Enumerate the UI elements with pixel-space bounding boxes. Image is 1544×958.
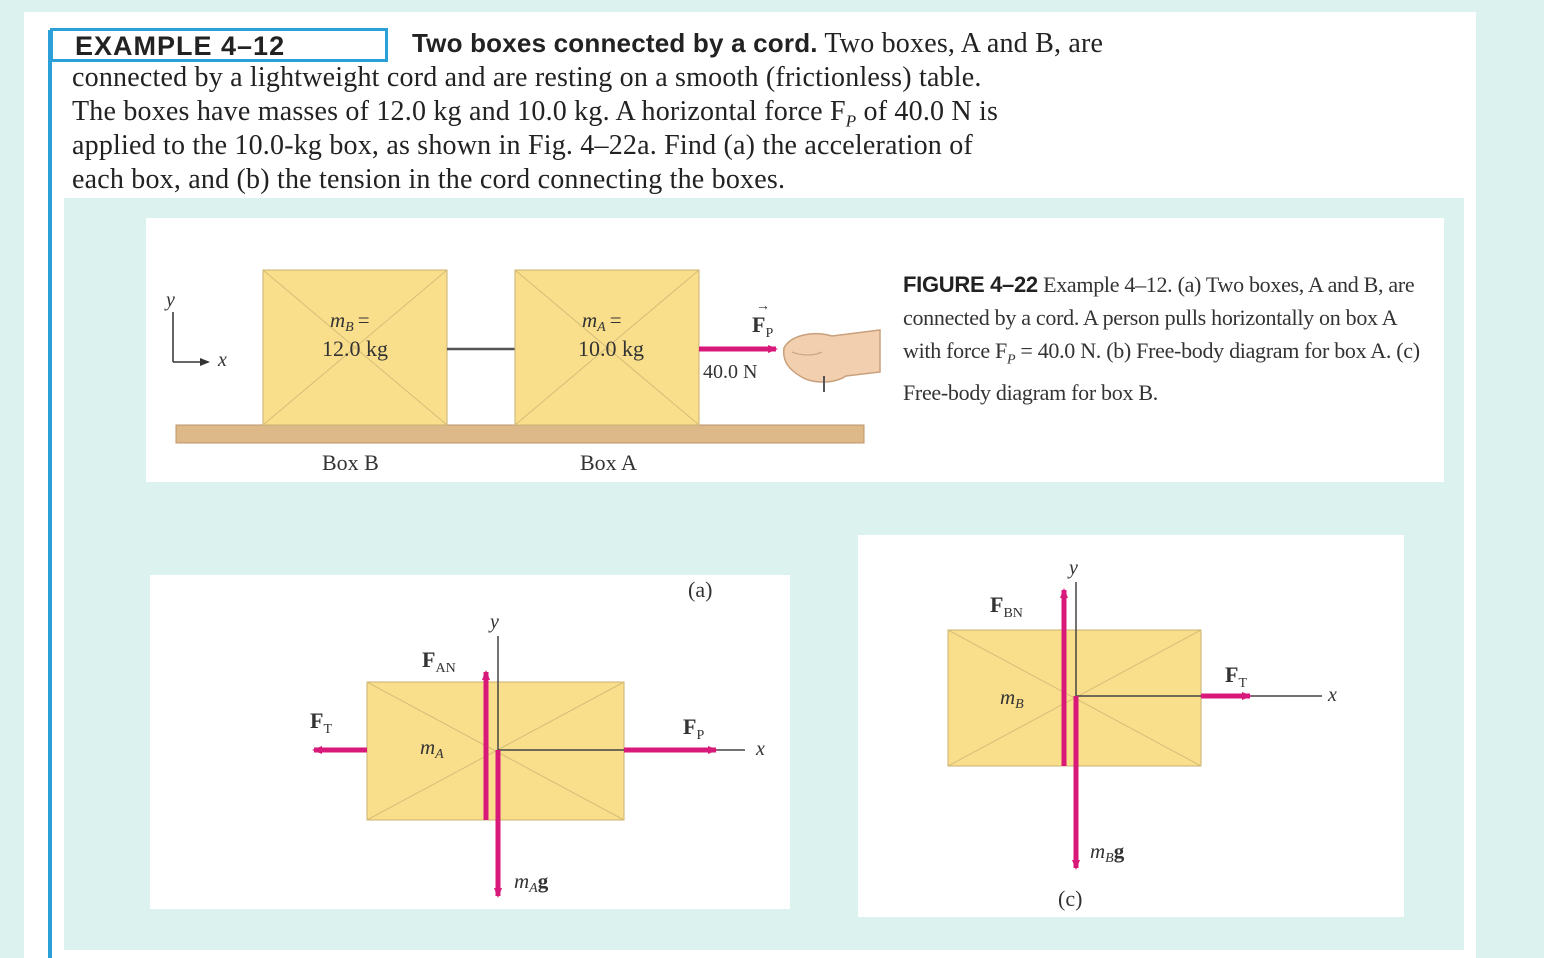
box-b-caption: Box B (322, 450, 379, 475)
example-line-4: applied to the 10.0-kg box, as shown in Fig. 4–22a. Find (a) the acceleration of (72, 130, 973, 161)
pull-force-arrow (699, 299, 776, 383)
fbd-a-mass-label: mA (420, 735, 444, 762)
box-a-mass-symbol: mA = (582, 308, 622, 335)
axis-y-label: y (166, 289, 175, 311)
fbd-a-normal-label: $F_{AN}$ (422, 647, 456, 676)
fbd-a-axis-x: x (756, 738, 765, 760)
box-a-mass-value: 10.0 kg (578, 336, 644, 361)
figure-caption-sub: P (1006, 352, 1016, 368)
svg-text:→: → (756, 299, 770, 314)
example-text-3-tail: of 40.0 N is (856, 96, 999, 127)
axis-icon (164, 289, 227, 371)
fbd-c-weight-label: mBg (1090, 839, 1125, 866)
fbd-c-panel-label: (c) (1058, 886, 1083, 911)
fbd-c-axis-y: y (1069, 557, 1078, 579)
example-title: Two boxes connected by a cord. (412, 28, 818, 58)
example-tag: EXAMPLE 4–12 (50, 28, 388, 62)
fbd-a-weight-label: mAg (514, 869, 549, 896)
box-b-mass-symbol: mB = (330, 308, 370, 335)
pull-force-value: 40.0 N (703, 361, 758, 383)
fbd-a-axis-y: y (490, 611, 499, 633)
box-b-mass-value: 12.0 kg (322, 336, 388, 361)
axis-x-label: x (218, 349, 227, 371)
example-line-2: connected by a lightweight cord and are resting on a smooth (frictionless) table. (72, 62, 982, 93)
box-b (263, 270, 447, 425)
figure-caption-tail: = 40.0 N. (b) Free-body diagram for box A. (c) Free-body diagram for box B. (903, 338, 1420, 406)
fbd-a-tension-label: $F_T$ (310, 708, 333, 737)
fbd-a-pull-label: $F_P$ (683, 714, 705, 743)
figure-caption-label: FIGURE 4–22 (903, 272, 1038, 297)
fbd-c-tension-label: $F_T$ (1225, 662, 1248, 691)
fbd-c-normal-label: $F_{BN}$ (990, 592, 1023, 621)
table-surface (176, 425, 864, 443)
figure-caption-text: Example 4–12. (a) Two boxes, A and B, are connected by a cord. A person pulls horizontally on box A with force F (903, 272, 1415, 363)
example-line-5: each box, and (b) the tension in the cord connecting the boxes. (72, 164, 786, 195)
fbd-c-axis-x: x (1328, 684, 1337, 706)
pull-force-label: $F_P$ (752, 312, 774, 341)
box-a-caption: Box A (580, 450, 637, 475)
fbd-a-panel-label: (a) (688, 577, 713, 602)
example-text-3-sub: P (845, 111, 857, 131)
example-text-1: Two boxes, A and B, are (824, 28, 1104, 59)
hand-icon (784, 330, 880, 392)
figure-caption (903, 268, 1423, 409)
example-text-3: The boxes have masses of 12.0 kg and 10.0 kg. A horizontal force F (72, 96, 846, 127)
box-a (515, 270, 699, 425)
fbd-c-mass-label: mB (1000, 685, 1024, 712)
